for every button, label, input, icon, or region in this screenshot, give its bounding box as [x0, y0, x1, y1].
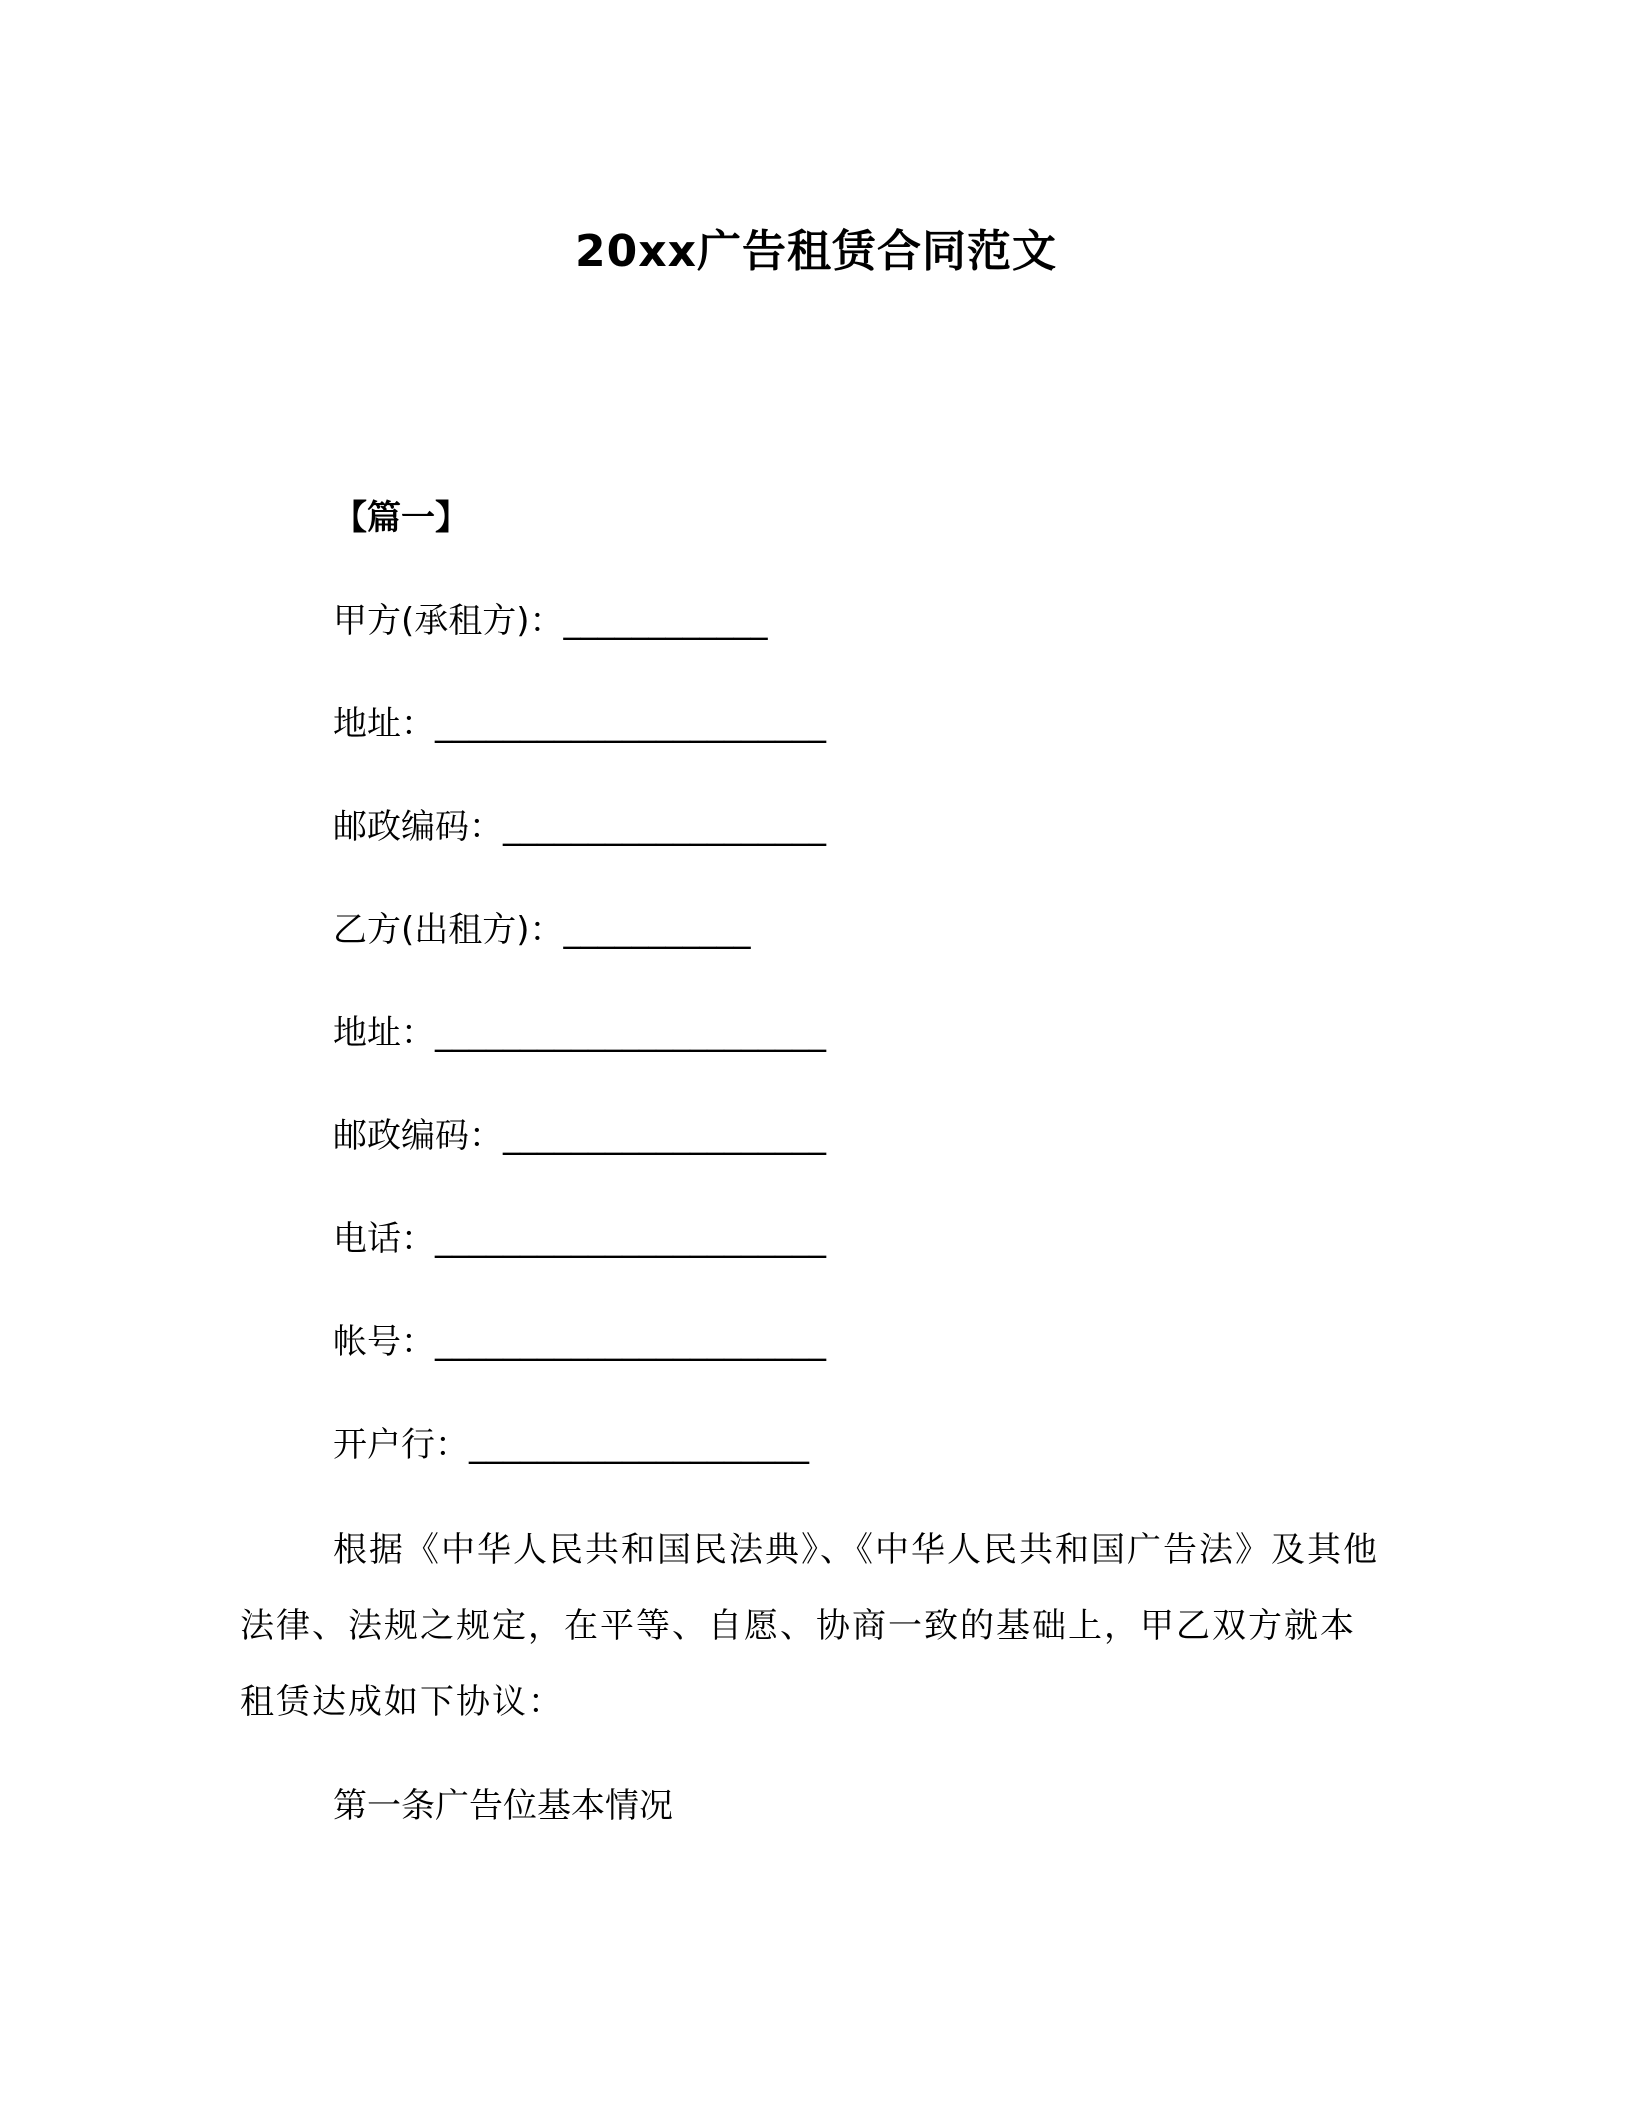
- field-label: 邮政编码：: [333, 807, 503, 847]
- field-bank: [333, 1421, 809, 1469]
- field-label: 地址：: [333, 704, 435, 744]
- section-heading: 第一条广告位基本情况: [333, 1786, 673, 1826]
- field-address-b: [333, 1009, 826, 1057]
- field-blank[interactable]: _______________________: [435, 1219, 826, 1259]
- document-title: 20xx广告租赁合同范文: [575, 226, 1057, 277]
- field-label: 地址：: [333, 1013, 435, 1053]
- field-label: 电话：: [333, 1219, 435, 1259]
- field-label: 邮政编码：: [333, 1116, 503, 1156]
- field-blank[interactable]: ____________: [563, 601, 768, 641]
- field-label: 开户行：: [333, 1425, 469, 1465]
- field-blank[interactable]: ___________________: [503, 807, 826, 847]
- field-blank[interactable]: ___________: [563, 910, 751, 950]
- field-phone: [333, 1215, 826, 1263]
- field-blank[interactable]: ___________________: [503, 1116, 826, 1156]
- field-party-a: [333, 597, 768, 645]
- field-label: 乙方(出租方)：: [333, 910, 564, 950]
- field-label: 甲方(承租方)：: [333, 601, 564, 641]
- field-account: [333, 1318, 826, 1366]
- field-blank[interactable]: _______________________: [435, 1013, 826, 1053]
- chapter-heading: 【篇一】: [333, 498, 469, 538]
- field-postcode-b: [333, 1112, 826, 1160]
- intro-paragraph: 根据《中华人民共和国民法典》、《中华人民共和国广告法》及其他法律、法规之规定，在平等、自愿、协商一致的基础上，甲乙双方就本租赁达成如下协议：: [240, 1530, 1379, 1722]
- field-blank[interactable]: ____________________: [469, 1425, 809, 1465]
- field-party-b: [333, 906, 751, 954]
- field-postcode-a: [333, 803, 826, 851]
- field-label: 帐号：: [333, 1322, 435, 1362]
- field-address-a: [333, 700, 826, 748]
- field-blank[interactable]: _______________________: [435, 704, 826, 744]
- field-blank[interactable]: _______________________: [435, 1322, 826, 1362]
